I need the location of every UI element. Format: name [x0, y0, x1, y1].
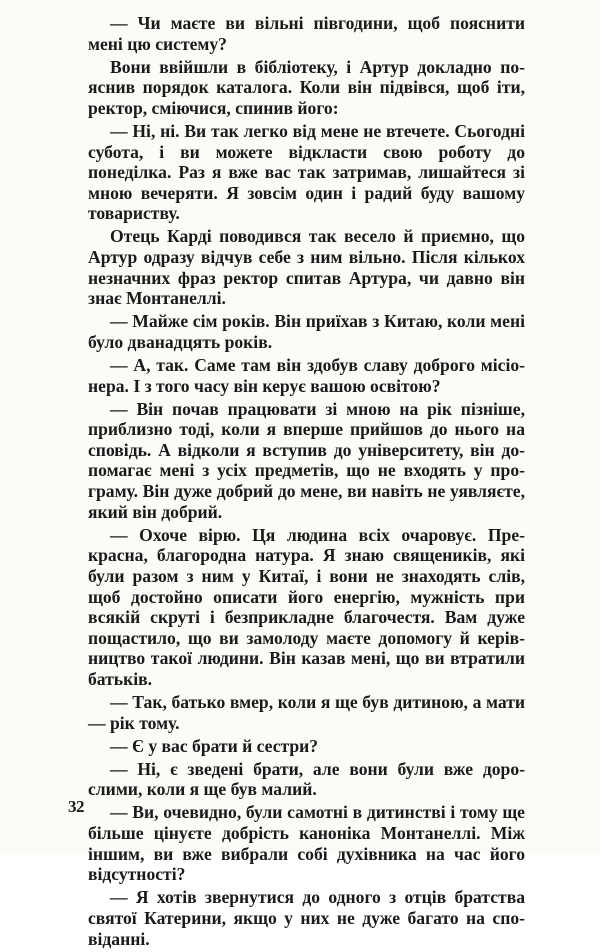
paragraph-12: — Ви, очевидно, були самотні в дитинстві і тому ще більше цінуєте добрість каноніка Монтанеллі. Між іншим, ви вже вибрали собі духівника на час його відсутності?: [88, 802, 525, 885]
paragraph-4: Отець Карді поводився так весело й приємно, що Артур одразу відчув себе з ним вільно. Після кількох незначних фраз ректор спитав Артура, чи давно він знає Монтанеллі.: [88, 226, 525, 309]
paragraph-8: — Охоче вірю. Ця людина всіх очаровує. Прекрасна, благородна натура. Я знаю священиків, які були разом з ним у Китаї, і вони не знаходять слів, щоб достойно описати його енергію, мужність при всякій скруті і безприкладне благочестя. Вам дуже пощастило, що ви замолоду маєте допомогу й керівництво такої людини. Він казав мені, що ви втратили батьків.: [88, 524, 525, 689]
paragraph-11: — Ні, є зведені брати, але вони були вже дорослими, коли я ще був малий.: [88, 758, 525, 800]
paragraph-13: — Я хотів звернутися до одного з отців братства святої Катерини, якщо у них не дуже багато на сповіданні.: [88, 887, 525, 949]
paragraph-7: — Він почав працювати зі мною на рік пізніше, приблизно тоді, коли я вперше прийшов до нього на сповідь. А відколи я вступив до університету, він допомагає мені з усіх предметів, що не входять у програму. Він дуже добрий до мене, ви навіть не уявляєте, який він добрий.: [88, 398, 525, 522]
paragraph-10: — Є у вас брати й сестри?: [110, 735, 319, 756]
paragraph-6: — А, так. Саме там він здобув славу доброго місіонера. І з того часу він керує вашою освітою?: [88, 355, 525, 396]
paragraph-1: — Чи маєте ви вільні півгодини, щоб пояснити мені цю систему?: [88, 13, 525, 54]
page-number: 32: [68, 797, 84, 816]
paragraph-3: — Ні, ні. Ви так легко від мене не втечете. Сьогодні субота, і ви можете відкласти свою роботу до понеділка. Раз я вже вас так затримав, лишайтеся зі мною вечеряти. Я зовсім один і радий буду вашому товариству.: [88, 120, 525, 224]
page-text: [88, 13, 525, 952]
paragraph-2: Вони ввійшли в бібліотеку, і Артур докладно пояснив порядок каталога. Коли він підвівся, щоб іти, ректор, сміючися, спинив його:: [88, 56, 525, 118]
paragraph-5: — Майже сім років. Він приїхав з Китаю, коли мені було дванадцять років.: [88, 311, 525, 352]
paragraph-9: — Так, батько вмер, коли я ще був дитиною, а мати — рік тому.: [88, 692, 525, 733]
